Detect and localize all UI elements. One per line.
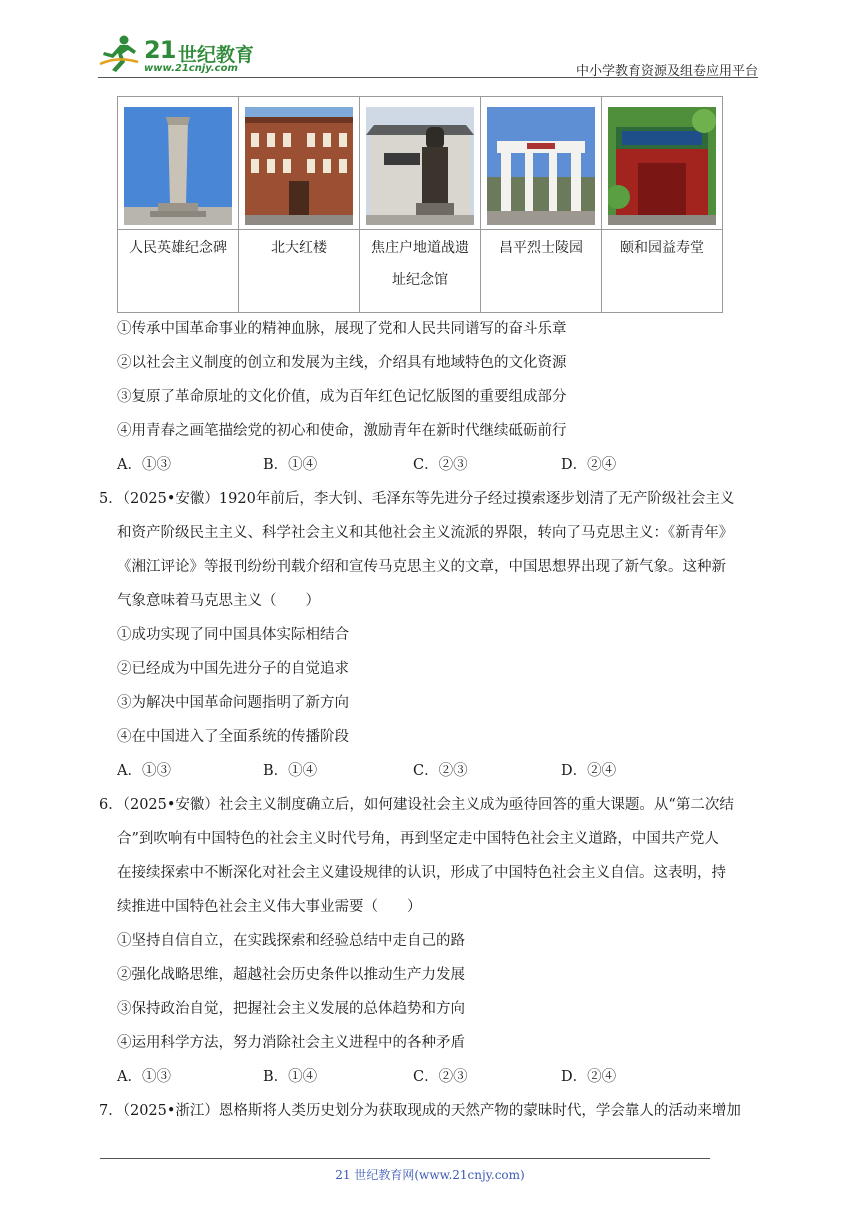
q4-option-c[interactable]: C．②③ xyxy=(413,457,468,473)
image-cell xyxy=(602,97,723,230)
site-logo xyxy=(98,34,268,78)
cemetery-gate-photo xyxy=(487,107,595,225)
monument-photo xyxy=(124,107,232,225)
q5-option-c[interactable]: C．②③ xyxy=(413,763,468,779)
q4-statement: ②以社会主义制度的创立和发展为主线，介绍具有地域特色的文化资源 xyxy=(117,355,567,371)
q4-statement: ①传承中国革命事业的精神血脉，展现了党和人民共同谱写的奋斗乐章 xyxy=(117,321,567,337)
q5-statement: ②已经成为中国先进分子的自觉追求 xyxy=(117,661,349,677)
q6-statement: ④运用科学方法，努力消除社会主义进程中的各种矛盾 xyxy=(117,1035,465,1051)
caption-line: 昌平烈士陵园 xyxy=(499,240,583,256)
runner-logo-icon xyxy=(98,34,142,74)
q5-option-b[interactable]: B．①④ xyxy=(263,763,318,779)
q6-statement: ③保持政治自觉，把握社会主义发展的总体趋势和方向 xyxy=(117,1001,465,1017)
q6-stem-line: 合”到吹响有中国特色的社会主义时代号角，再到坚定走中国特色社会主义道路，中国共产党人 xyxy=(117,831,719,847)
q4-statement: ④用青春之画笔描绘党的初心和使命，激励青年在新时代继续砥砺前行 xyxy=(117,423,567,439)
image-cell xyxy=(481,97,602,230)
caption-line: 人民英雄纪念碑 xyxy=(129,240,227,256)
q6-option-d[interactable]: D．②④ xyxy=(561,1069,617,1085)
logo-chinese-name: 世纪教育 xyxy=(178,44,255,66)
platform-name: 中小学教育资源及组卷应用平台 xyxy=(575,64,758,79)
caption-cell xyxy=(481,230,602,313)
caption-cell xyxy=(602,230,723,313)
caption-line: 焦庄户地道战遗 xyxy=(371,240,469,256)
caption-cell xyxy=(239,230,360,313)
q4-option-d[interactable]: D．②④ xyxy=(561,457,617,473)
caption-line: 址纪念馆 xyxy=(392,272,448,288)
q5-statement: ①成功实现了同中国具体实际相结合 xyxy=(117,627,349,643)
red-building-photo xyxy=(245,107,353,225)
caption-row xyxy=(118,230,723,313)
image-cell xyxy=(239,97,360,230)
q6-stem-line: 6．（2025•安徽）社会主义制度确立后，如何建设社会主义成为亟待回答的重大课题。从“第二次结 xyxy=(99,797,734,813)
landmark-image-table xyxy=(117,96,723,313)
q4-option-a[interactable]: A．①③ xyxy=(117,457,171,473)
q6-stem-line: 在接续探索中不断深化对社会主义建设规律的认识，形成了中国特色社会主义自信。这表明，持 xyxy=(117,865,726,881)
footer-link[interactable]: 21 世纪教育网(www.21cnjy.com) xyxy=(335,1168,525,1182)
image-row xyxy=(118,97,723,230)
q6-statement: ①坚持自信自立，在实践探索和经验总结中走自己的路 xyxy=(117,933,465,949)
logo-url: www.21cnjy.com xyxy=(144,63,238,74)
footer-divider xyxy=(100,1158,710,1159)
q6-option-b[interactable]: B．①④ xyxy=(263,1069,318,1085)
hall-gate-photo xyxy=(608,107,716,225)
image-cell xyxy=(118,97,239,230)
q5-statement: ③为解决中国革命问题指明了新方向 xyxy=(117,695,349,711)
q7-stem-line: 7．（2025•浙江）恩格斯将人类历史划分为获取现成的天然产物的蒙昧时代，学会靠人的活动来增加 xyxy=(99,1103,741,1119)
q5-stem-line: 5．（2025•安徽）1920年前后，李大钊、毛泽东等先进分子经过摸索逐步划清了无产阶级社会主义 xyxy=(99,491,735,507)
caption-cell xyxy=(118,230,239,313)
memorial-hall-photo xyxy=(366,107,474,225)
q6-option-c[interactable]: C．②③ xyxy=(413,1069,468,1085)
image-cell xyxy=(360,97,481,230)
q4-statement: ③复原了革命原址的文化价值，成为百年红色记忆版图的重要组成部分 xyxy=(117,389,567,405)
caption-line: 颐和园益寿堂 xyxy=(620,240,704,256)
header-divider xyxy=(98,77,758,78)
q6-option-a[interactable]: A．①③ xyxy=(117,1069,171,1085)
q5-option-a[interactable]: A．①③ xyxy=(117,763,171,779)
q5-stem-line: 气象意味着马克思主义（ ） xyxy=(117,593,320,609)
q5-statement: ④在中国进入了全面系统的传播阶段 xyxy=(117,729,349,745)
q4-option-b[interactable]: B．①④ xyxy=(263,457,318,473)
caption-line: 北大红楼 xyxy=(271,240,327,256)
caption-cell xyxy=(360,230,481,313)
logo-number: 21 xyxy=(144,36,176,64)
q6-stem-line: 续推进中国特色社会主义伟大事业需要（ ） xyxy=(117,899,422,915)
page-header xyxy=(98,34,758,80)
q6-statement: ②强化战略思维，超越社会历史条件以推动生产力发展 xyxy=(117,967,465,983)
q5-option-d[interactable]: D．②④ xyxy=(561,763,617,779)
q5-stem-line: 《湘江评论》等报刊纷纷刊载介绍和宣传马克思主义的文章，中国思想界出现了新气象。这种新 xyxy=(117,559,726,575)
q5-stem-line: 和资产阶级民主主义、科学社会主义和其他社会主义流派的界限，转向了马克思主义：《新青年》 xyxy=(117,525,734,541)
